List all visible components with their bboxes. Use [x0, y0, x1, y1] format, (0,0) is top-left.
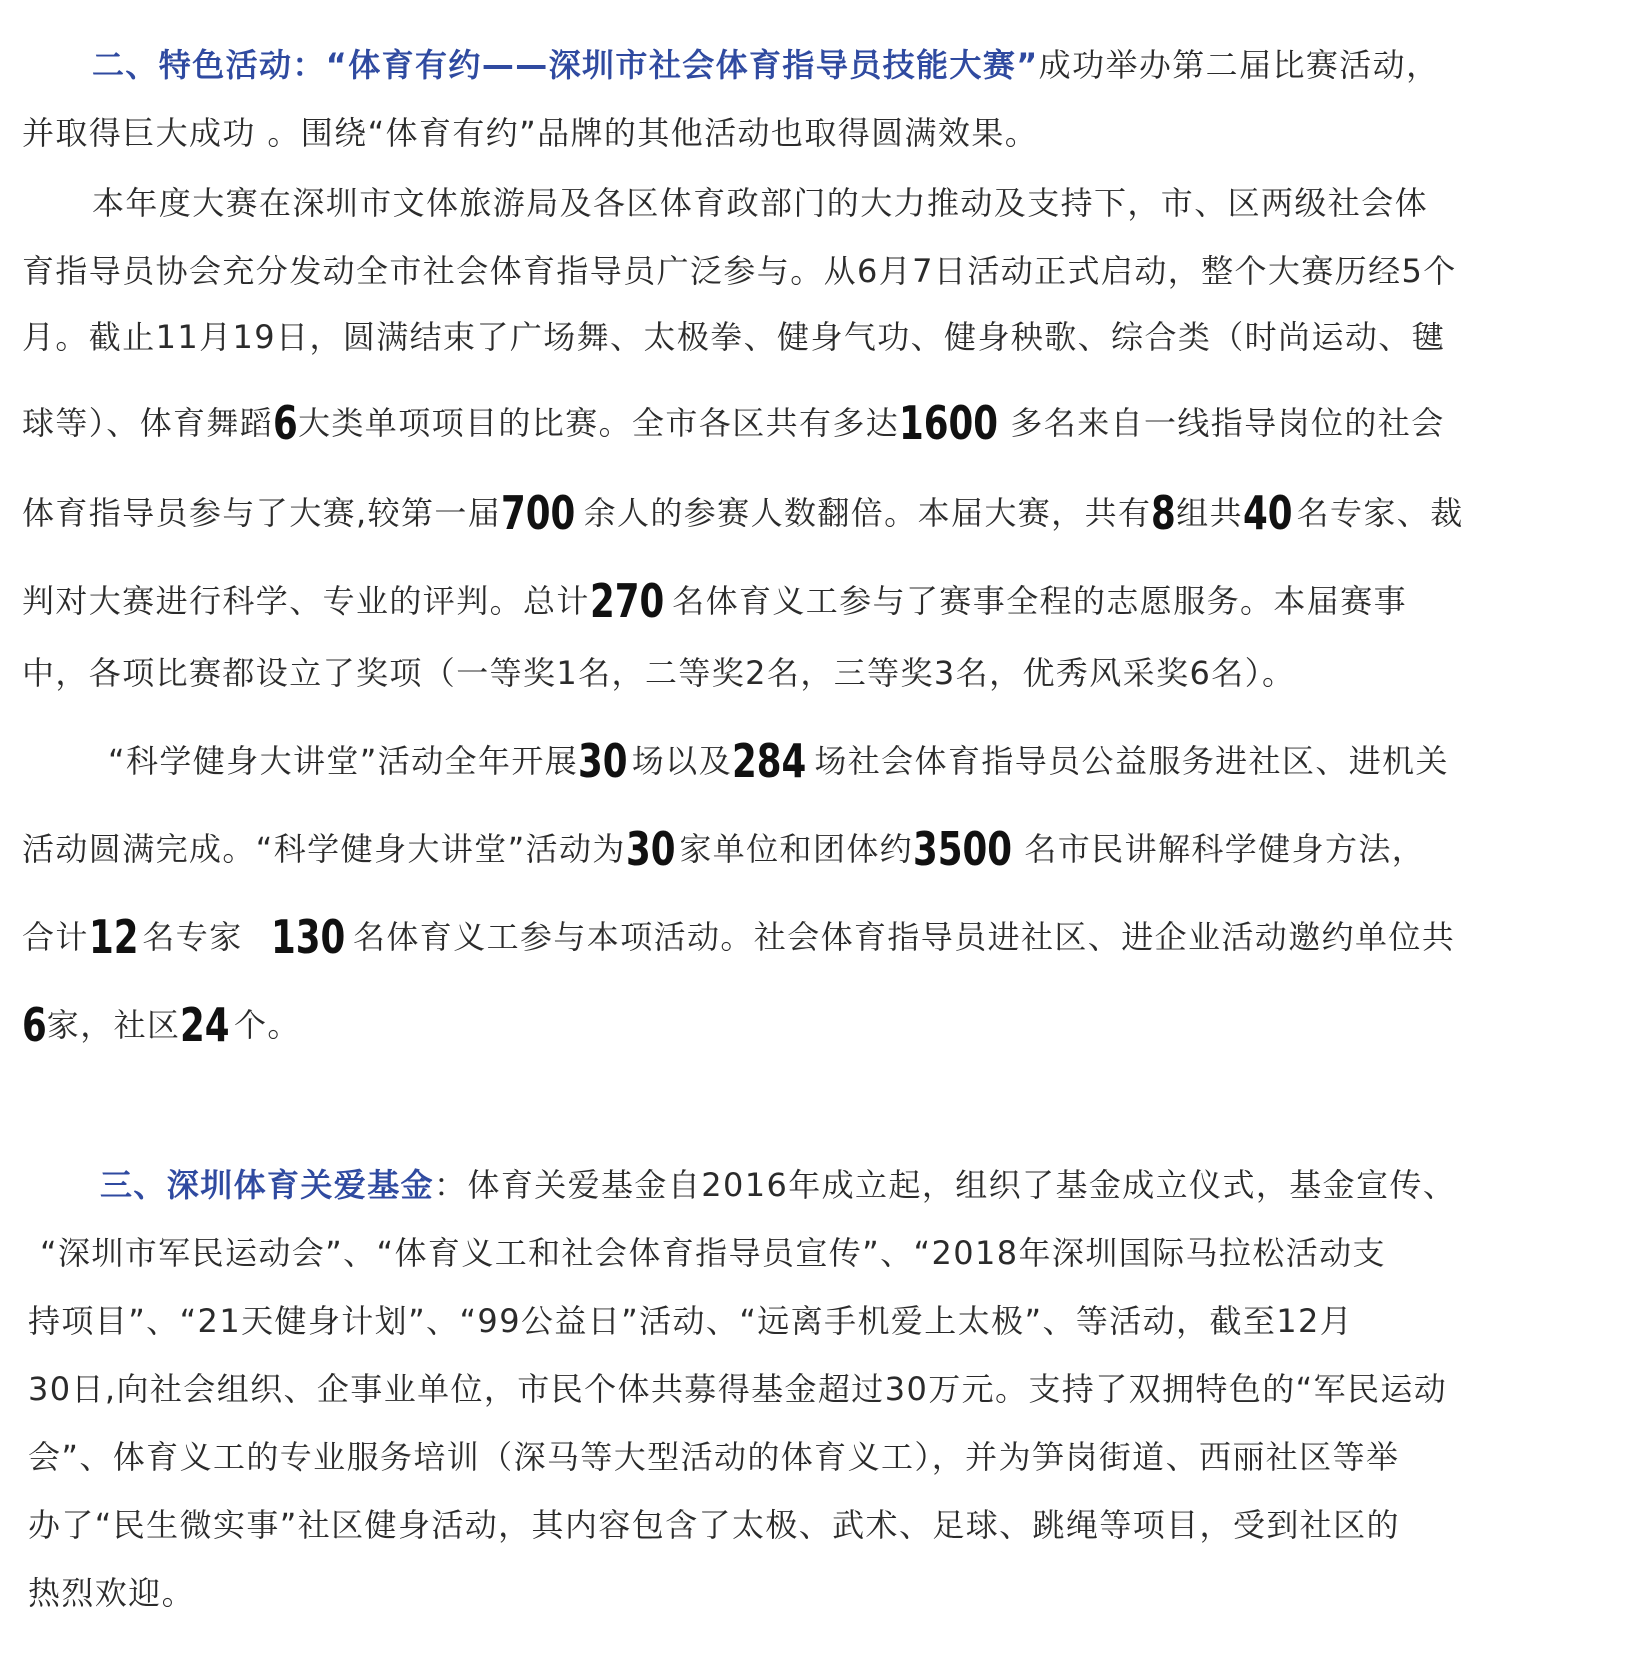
p2-line1-text-b: 场以及: [631, 742, 732, 780]
p1-line2: [22, 236, 1457, 306]
p1-line1-text: 本年度大赛在深圳市文体旅游局及各区体育政部门的大力推动及支持下，市、区两级社会体: [92, 184, 1429, 222]
section3-line6-text: 办了“民生微实事”社区健身活动，其内容包含了太极、武术、足球、跳绳等项目，受到社区的: [28, 1506, 1400, 1544]
stat-lecture-experts: 12: [88, 910, 139, 964]
p1-line5-text-a: 体育指导员参与了大赛,较第一届: [22, 494, 502, 532]
p2-line3-text-a: 合计: [22, 918, 89, 956]
p2-line2-text-c: 名市民讲解科学健身方法，: [1024, 830, 1426, 868]
p1-line6-text-a: 判对大赛进行科学、专业的评判。总计: [22, 582, 590, 620]
p2-line1-text-a: “科学健身大讲堂”活动全年开展: [108, 742, 579, 780]
stat-communities: 24: [180, 998, 230, 1052]
p1-line3: [22, 302, 1445, 372]
section3-line4-text: 30日,向社会组织、企事业单位，市民个体共募得基金超过30万元。支持了双拥特色的“军民运动: [28, 1370, 1448, 1408]
stat-volunteers: 270: [589, 574, 665, 628]
section2-heading-line: [92, 30, 1439, 100]
p2-line2-text-a: 活动圆满完成。“科学健身大讲堂”活动为: [22, 830, 626, 868]
p1-line4-text-c: 多名来自一线指导岗位的社会: [1010, 404, 1445, 442]
p1-line4: [22, 388, 1445, 458]
section2-intro-text: 并取得巨大成功 。围绕“体育有约”品牌的其他活动也取得圆满效果。: [22, 114, 1039, 152]
section3-line1-text: ：体育关爱基金自2016年成立起，组织了基金成立仪式，基金宣传、: [434, 1166, 1457, 1204]
stat-units: 30: [625, 822, 676, 876]
section3-line3: [28, 1286, 1353, 1356]
section2-intro-line2: [22, 98, 1038, 168]
p1-line3-text: 月。截止11月19日，圆满结束了广场舞、太极拳、健身气功、健身秧歌、综合类（时尚运动、毽: [22, 318, 1446, 356]
stat-first-edition: 700: [501, 486, 576, 540]
p1-line5-text-d: 名专家、裁: [1296, 494, 1464, 532]
section3-line5-text: 会”、体育义工的专业服务培训（深马等大型活动的体育义工），并为笋岗街道、西丽社区等举: [28, 1438, 1400, 1476]
p2-line2-text-b: 家单位和团体约: [679, 830, 914, 868]
section3-line7: [28, 1558, 195, 1628]
p1-line7-text: 中，各项比赛都设立了奖项（一等奖1名，二等奖2名，三等奖3名，优秀风采奖6名）。: [22, 654, 1296, 692]
p2-line1: [108, 726, 1449, 796]
p1-line5-text-b: 余人的参赛人数翻倍。本届大赛，共有: [583, 494, 1152, 532]
stat-companies: 6: [22, 998, 47, 1052]
p1-line7: [22, 638, 1295, 708]
stat-experts: 40: [1243, 486, 1293, 540]
stat-groups: 8: [1151, 486, 1177, 540]
stat-citizens: 3500: [913, 822, 1013, 876]
stat-participants: 1600: [899, 396, 999, 450]
section3-line6: [28, 1490, 1400, 1560]
p1-line5: [22, 478, 1464, 548]
section2-heading: 二、特色活动：“体育有约——深圳市社会体育指导员技能大赛”: [92, 46, 1039, 84]
p1-line6-text-b: 名体育义工参与了赛事全程的志愿服务。本届赛事: [672, 582, 1408, 620]
section3-line2: [40, 1218, 1386, 1288]
p2-line2: [22, 814, 1425, 884]
section2-intro-line1: 成功举办第二届比赛活动，: [1038, 46, 1440, 84]
section3-line7-text: 热烈欢迎。: [28, 1574, 196, 1612]
p1-line4-text-b: 大类单项项目的比赛。全市各区共有多达: [298, 404, 900, 442]
p2-line3-text-c: 名体育义工参与本项活动。社会体育指导员进社区、进企业活动邀约单位共: [353, 918, 1456, 956]
stat-lectures: 30: [578, 734, 628, 788]
section3-line4: [28, 1354, 1447, 1424]
section3-heading: 三、深圳体育关爱基金: [100, 1166, 435, 1204]
stat-categories: 6: [273, 396, 298, 450]
p2-line4-text-a: 家，社区: [46, 1006, 181, 1044]
p1-line2-text: 育指导员协会充分发动全市社会体育指导员广泛参与。从6月7日活动正式启动，整个大赛历经5个: [22, 252, 1457, 290]
p2-line3-text-b: 名专家: [142, 918, 243, 956]
p2-line4-text-b: 个。: [234, 1006, 301, 1044]
section3-line1: [100, 1150, 1456, 1220]
p1-line4-text-a: 球等）、体育舞蹈: [22, 404, 274, 442]
p2-line1-text-c: 场社会体育指导员公益服务进社区、进机关: [814, 742, 1449, 780]
p2-line4: [22, 990, 301, 1060]
p1-line1: [92, 168, 1428, 238]
p1-line5-text-c: 组共: [1176, 494, 1243, 532]
section3-line3-text: 持项目”、“21天健身计划”、“99公益日”活动、“远离手机爱上太极”、等活动，截至12月: [28, 1302, 1354, 1340]
section3-line2-text: “深圳市军民运动会”、“体育义工和社会体育指导员宣传”、“2018年深圳国际马拉松活动支: [40, 1234, 1386, 1272]
p1-line6: [22, 566, 1407, 636]
p2-line3: [22, 902, 1455, 972]
stat-lecture-volunteers: 130: [270, 910, 345, 964]
section3-line5: [28, 1422, 1399, 1492]
stat-services: 284: [731, 734, 807, 788]
